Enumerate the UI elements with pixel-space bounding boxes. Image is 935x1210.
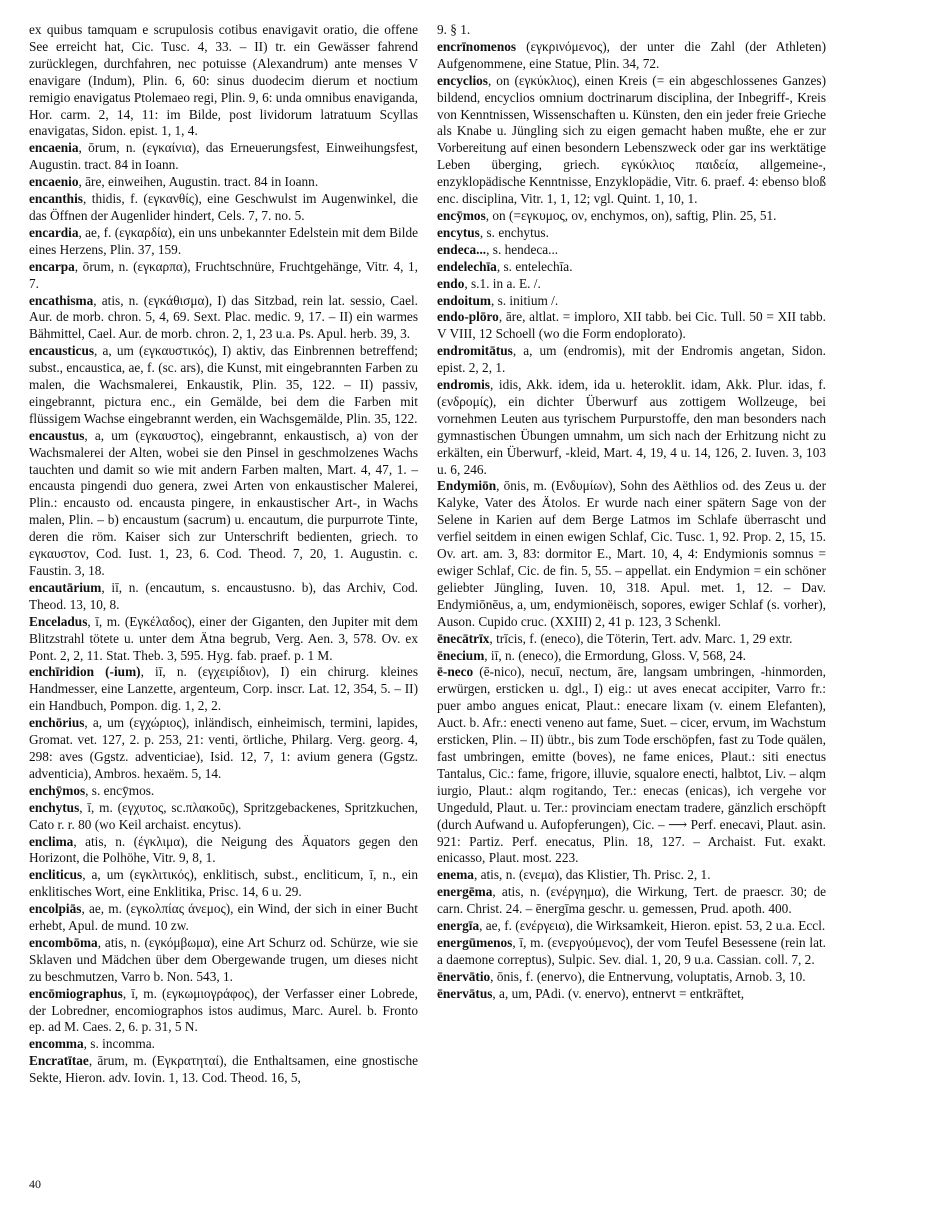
entry-text: , s. initium /. <box>490 292 559 308</box>
dictionary-entry <box>437 935 826 969</box>
entry-text: , ī, m. (εγκωμιογράφος), der Verfasser einer Lobrede, der Lobredner, encomiographos istos audimus, Marc. Aurel. b. Fronto ep. ad M. Caes. 2, 6. p. 31, 5 N. <box>29 985 418 1035</box>
entry-text: , a, um, PAdi. (v. enervo), entnervt = entkräftet, <box>492 985 745 1001</box>
entry-headword: ēnecium <box>437 647 485 663</box>
entry-text: , a, um (endromis), mit der Endromis angetan, Sidon. epist. 2, 2, 1. <box>437 343 826 376</box>
dictionary-entry <box>29 1053 418 1087</box>
entry-text: , āre, einweihen, Augustin. tract. 84 in Ioann. <box>78 174 319 190</box>
entry-text: , s.1. in a. E. /. <box>464 275 541 291</box>
dictionary-entry <box>29 715 418 783</box>
entry-text: , a, um (εγκαυστικός), I) aktiv, das Einbrennen betreffend; subst., encaustica, ae, f. (sc. ars), die Kunst, mit eingebrannten Farben zu malen, die Wachsmalerei, Enkaustik, Plin. 35, 122. – II) passiv, eingebrannt, pictura enc., ein Gemälde, bei dem die Farben mit flüssigem Wachse eingebrannt werden, ein Wachsgemälde, Plin. 35, 122. <box>29 343 418 426</box>
dictionary-entry <box>29 1036 418 1053</box>
entry-text: , s. enchytus. <box>479 224 549 240</box>
entry-headword: energīa <box>437 918 480 934</box>
dictionary-entry <box>29 664 418 715</box>
entry-headword: encȳmos <box>437 207 486 223</box>
entry-headword: Endymiōn <box>437 478 497 494</box>
entry-headword: ēnervātus <box>437 985 493 1001</box>
left-column <box>29 22 418 1087</box>
entry-text: , trīcis, f. (eneco), die Töterin, Tert. adv. Marc. 1, 29 extr. <box>489 630 793 646</box>
dictionary-entry <box>29 783 418 800</box>
page-number: 40 <box>29 1177 41 1191</box>
entry-text: , āre, altlat. = imploro, XII tabb. bei Cic. Tull. 50 = XII tabb. V VIII, 12 Schoell (wo die Form endoplorato). <box>437 309 826 342</box>
entry-headword: enchytus <box>29 799 80 815</box>
dictionary-entry <box>437 648 826 665</box>
dictionary-entry <box>29 140 418 174</box>
entry-text: , iī, n. (εγχειρίδιον), I) ein chirurg. kleines Handmesser, eine Lanzette, argenteum, Corp. inscr. Lat. 12, 354, 5. – II) ein Handbuch, Pompon. dig. 1, 2, 2. <box>29 664 418 714</box>
entry-text: , atis, n. (εγκάθισμα), I) das Sitzbad, rein lat. sessio, Cael. Aur. de morb. chron. 5, 4, 69. Sext. Plac. medic. 9, 17. – II) ein warmes Bähmittel, Cael. Aur. de morb. chron. 2, 1, 23 u.a. Ps. Apul. herb. 39, 3. <box>29 292 418 342</box>
dictionary-entry <box>437 309 826 343</box>
dictionary-entry <box>437 884 826 918</box>
dictionary-entry <box>29 343 418 428</box>
entry-headword: ēnervātio <box>437 968 491 984</box>
entry-text: , atis, n. (ενέργημα), die Wirkung, Tert. de praescr. 30; de carn. Christ. 24. – ēnergīma geschr. u. gemessen, Prud. apoth. 400. <box>437 884 826 917</box>
dictionary-entry <box>437 867 826 884</box>
dictionary-entry <box>29 22 418 140</box>
dictionary-entry <box>437 276 826 293</box>
entry-headword: endelechīa <box>437 258 497 274</box>
entry-headword: endromis <box>437 377 490 393</box>
dictionary-entry <box>29 174 418 191</box>
entry-text: , ī, m. (ενεργούμενος), der vom Teufel Besessene (rein lat. a daemone correptus), Sulpic. Sev. dial. 1, 20, 9 u.a. Cassian. coll. 7, 2. <box>437 934 826 967</box>
entry-headword: encausticus <box>29 343 95 359</box>
entry-text: , s. encȳmos. <box>85 782 155 798</box>
dictionary-entry <box>437 73 826 208</box>
entry-text: , ae, f. (εγκαρδία), ein uns unbekannter Edelstein mit dem Bilde eines Herzens, Plin. 37, 159. <box>29 224 418 257</box>
entry-headword: enclima <box>29 833 74 849</box>
dictionary-entry <box>437 242 826 259</box>
entry-headword: enchȳmos <box>29 782 86 798</box>
dictionary-entry <box>29 834 418 868</box>
dictionary-entry <box>437 478 826 630</box>
entry-headword: encardia <box>29 224 79 240</box>
entry-text: , atis, n. (εγκόμβωμα), eine Art Schurz od. Schürze, wie sie Sklaven und Mädchen über dem Obergewande trugen, um dieses nicht zu beschmutzen, Varro b. Non. 543, 1. <box>29 934 418 984</box>
dictionary-entry <box>437 22 826 39</box>
entry-headword: encaustus <box>29 427 85 443</box>
entry-text: , ae, m. (εγκολπίας άνεμος), ein Wind, der sich in einer Bucht erhebt, Apul. de mund. 10 zw. <box>29 901 418 934</box>
entry-headword: encaenia <box>29 140 79 156</box>
entry-headword: endo <box>437 275 465 291</box>
entry-text: , ōrum, n. (εγκαίνια), das Erneuerungsfest, Einweihungsfest, Augustin. tract. 84 in Ioann. <box>29 140 418 173</box>
entry-headword: ē-neco <box>437 664 474 680</box>
entry-text: , ōrum, n. (εγκαρπα), Fruchtschnüre, Fruchtgehänge, Vitr. 4, 1, 7. <box>29 258 418 291</box>
entry-text: , ī, m. (εγχυτος, sc.πλακοῦς), Spritzgebackenes, Spritzkuchen, Cato r. r. 80 (wo Keil archaist. encytus). <box>29 799 418 832</box>
dictionary-entry <box>29 800 418 834</box>
entry-headword: encautārium <box>29 579 102 595</box>
entry-headword: encanthis <box>29 191 83 207</box>
dictionary-entry <box>437 969 826 986</box>
entry-headword: Enceladus <box>29 613 88 629</box>
entry-headword: encyclios <box>437 72 488 88</box>
dictionary-entry <box>437 39 826 73</box>
entry-text: , idis, Akk. idem, ida u. heteroklit. idam, Akk. Plur. idas, f. (ενδρομίς), ein dichter Überwurf aus zottigem Wollzeuge, bei vornehmen Leuten aus tyrischem Purpurstoffe, den man besonders nach gymnastischen Übungen umnahm, um sich nach der Erhitzung nicht zu erkälten, ein Überwurf, -kleid, Mart. 4, 19, 4 u. 14, 126, 2. Iuven. 3, 103 u. 6, 246. <box>437 377 826 477</box>
entry-headword: endromitātus <box>437 343 513 359</box>
dictionary-entry <box>437 259 826 276</box>
dictionary-entry <box>29 191 418 225</box>
dictionary-entry <box>437 225 826 242</box>
dictionary-entry <box>437 918 826 935</box>
dictionary-entry <box>437 631 826 648</box>
entry-text: , a, um (εγκαυστος), eingebrannt, enkaustisch, a) von der Wachsmalerei der Alten, wobei sie den Pinsel in geschmolzenes Wachs tauchten und damit so wie mit andern Farben malten, Mart. 4, 47, 1. – encausta pingendi duo genera, zwei Arten von enkaustischer Malerei, Plin.: encausto od. encausta pingere, in enkaustischer Art-, in Wachs malen, Plin. – b) encaustum (sacrum) u. encautum, die purpurrote Tinte, deren die röm. Kaiser sich zur Unterschrift bedienten, griech. το εγκαυστον, Cod. Iust. 1, 23, 6. Cod. Theod. 7, 20, 1. Augustin. c. Faustin. 3, 18. <box>29 427 418 578</box>
dictionary-entry <box>437 343 826 377</box>
entry-headword: encrīnomenos <box>437 38 517 54</box>
entry-text: 9. § 1. <box>437 22 471 37</box>
entry-text: , iī, n. (encautum, s. encaustusno. b), das Archiv, Cod. Theod. 13, 10, 8. <box>29 579 418 612</box>
entry-headword: encytus <box>437 224 480 240</box>
entry-text: , atis, n. (ενεμα), das Klistier, Th. Prisc. 2, 1. <box>473 867 711 883</box>
entry-headword: encombōma <box>29 934 98 950</box>
entry-text: , on (εγκύκλιος), einen Kreis (= ein abgeschlossenes Ganzes) bildend, encyclios omnium doctrinarum disciplina, der Inbegriff-, Kreis von Kenntnissen, Wissenschaften u. Künsten, den ein jeder freie Grieche als Knabe u. Jüngling sich zu eigen gemacht haben mußte, ehe er zur Vorbereitung auf einen besondern Lebenszweck oder gar ins werktätige Leben überging, griech. εγκύκλιος παιδεία, allgemeine-, enzyklopädische Kenntnisse, Enzyklopädie, Vitr. 6. praef. 4: ebenso bloß enc. disciplina, Vitr. 1, 1, 12; vgl. Quint. 1, 10, 1. <box>437 72 826 207</box>
entry-text: , on (=εγκυμος, ον, enchymos, on), saftig, Plin. 25, 51. <box>485 207 777 223</box>
entry-headword: ēnecātrīx <box>437 630 490 646</box>
entry-headword: encliticus <box>29 867 83 883</box>
entry-text: (ē-nico), necuī, nectum, āre, langsam umbringen, -hinmorden, erwürgen, ersticken u. dgl., I) eig.: ut aves enecat accipiter, Varro fr.: puer ambo angues enicat, Plaut.: enecare lixam (v. einem Elefanten), Auct. b. Afr.: enecti veneno aut fame, Suet. – cicer, ervum, im Wachstum ersticken, Plin. – II) übtr., bis zum Tode erschöpfen, fast zu Tode quälen, fast umbringen, emitte (boves), ne fame enices, Plaut.: siti enectus Tantalus, Cic.: fame, frigore, illuvie, squalore enecti, halbtot, Liv. – alqm iurgio, Plaut.: alqm rogitando, Ter.: enecas (enicas), ich vergehe vor Ungeduld, Plaut. u. Ter.: provinciam enectam tradere, gänzlich erschöpft (durch Aufwand u. Aufopferungen), Cic. – ⟶ Perf. enecavi, Plaut. asin. 921: Partiz. Perf. enecatus, Plin. 18, 127. – Archaist. Fut. exakt. enicasso, Plaut. most. 223. <box>437 664 826 866</box>
entry-text: , ārum, m. (Εγκρατηταί), die Enthaltsamen, eine gnostische Sekte, Hieron. adv. Iovin. 1, 13. Cod. Theod. 16, 5, <box>29 1053 418 1086</box>
entry-headword: encathisma <box>29 292 94 308</box>
entry-headword: energūmenos <box>437 934 513 950</box>
entry-text: , s. entelechīa. <box>496 258 573 274</box>
entry-text: , s. incomma. <box>83 1036 155 1052</box>
entry-text: ex quibus tamquam e scrupulosis cotibus enavigavit oratio, die offene See erreicht hat, Cic. Tusc. 4, 33. – II) tr. ein Gewässer fahrend zurücklegen, durchfahren, nec potuisse (Alexandrum) ante menses V enavigare (Indum), Plin. 6, 60: sinus duodecim dierum et noctium remigio enavigatus Ptolemaeo regi, Plin. 9, 6: unda omnibus enaviganda, Hor. carm. 2, 14, 11: im Bilde, post lividorum latratuum Scyllas enavigatas, Sidon. epist. 1, 1, 4. <box>29 22 418 139</box>
dictionary-entry <box>437 986 826 1003</box>
entry-headword: endoitum <box>437 292 491 308</box>
entry-headword: encōmiographus <box>29 985 123 1001</box>
dictionary-entry <box>29 293 418 344</box>
entry-headword: enchōrius <box>29 715 85 731</box>
entry-text: , ōnis, m. (Ενδυμίων), Sohn des Aëthlios od. des Zeus u. der Kalyke, Vater des Ätolos. Er wurde nach einer spätern Sage von der Selene in Karien auf dem Berge Latmos im Schlafe überrascht und verfiel seitdem in einen ewigen Schlaf, Cic. Tusc. 1, 92. Prop. 2, 15, 15. Ov. art. am. 3, 83: dormitor E., Mart. 10, 4, 4: Endymionis somnus = ewiger Schlaf, Cic. de fin. 5, 55. – appellat. ein Endymion = ein schöner geliebter Jüngling, Iuven. 10, 318. Apul. met. 1, 12. – Dav. Endymiōnēus, a, um, endymionëisch, sopores, ewiger Schlaf (s. vorher), Auson. Cupido cruc. (XXIII) 2, 41 p. 123, 3 Schenkl. <box>437 478 826 629</box>
entry-text: , thidis, f. (εγκανθίς), eine Geschwulst im Augenwinkel, die das Öffnen der Augenlider hindert, Cels. 7, 7. no. 5. <box>29 191 418 223</box>
dictionary-entry <box>29 259 418 293</box>
entry-text: , ōnis, f. (enervo), die Entnervung, voluptatis, Arnob. 3, 10. <box>490 968 806 984</box>
entry-text: , iī, n. (eneco), die Ermordung, Gloss. V, 568, 24. <box>484 647 747 663</box>
dictionary-entry <box>437 208 826 225</box>
right-column <box>437 22 826 1003</box>
dictionary-entry <box>29 935 418 986</box>
entry-headword: encolpiās <box>29 901 82 917</box>
dictionary-entry <box>437 377 826 478</box>
dictionary-entry <box>29 614 418 665</box>
entry-headword: Encratītae <box>29 1053 89 1069</box>
entry-headword: encomma <box>29 1036 84 1052</box>
entry-text: , ae, f. (ενέργεια), die Wirksamkeit, Hieron. epist. 53, 2 u.a. Eccl. <box>479 918 826 934</box>
entry-text: , atis, n. (έγκλιμα), die Neigung des Äquators gegen den Horizont, die Polhöhe, Vitr. 9, 8, 1. <box>29 833 418 866</box>
entry-headword: encarpa <box>29 258 75 274</box>
dictionary-entry <box>29 867 418 901</box>
entry-text: , a, um (εγχώριος), inländisch, einheimisch, termini, lapides, Gromat. vet. 127, 2. p. 253, 21: venti, örtliche, Philarg. Verg. georg. 4, 298: aves (Ggstz. adventiciae), Isid. 12, 7, 1: avium genera (Ggstz. adventicia), Ambros. hexaëm. 5, 14. <box>29 715 418 781</box>
dictionary-entry <box>29 580 418 614</box>
dictionary-entry <box>437 293 826 310</box>
entry-headword: enchīridion (-ium) <box>29 664 141 680</box>
entry-text: , a, um (εγκλιτικός), enklitisch, subst., encliticum, ī, n., ein enklitisches Wort, eine Enklitika, Prisc. 14, 6 u. 29. <box>29 867 418 900</box>
entry-text: , ī, m. (Εγκέλαδος), einer der Giganten, den Jupiter mit dem Blitzstrahl tötete u. unter dem Ätna begrub, Verg. Aen. 3, 578. Ov. ex Pont. 2, 2, 11. Stat. Theb. 3, 595. Hyg. fab. praef. p. 1 M. <box>29 613 418 663</box>
dictionary-entry <box>29 225 418 259</box>
dictionary-entry <box>437 664 826 867</box>
entry-headword: enema <box>437 867 474 883</box>
entry-headword: endeca... <box>437 241 487 257</box>
dictionary-entry <box>29 986 418 1037</box>
entry-text: (εγκρινόμενος), der unter die Zahl (der Athleten) Aufgenommene, eine Statue, Plin. 34, 72. <box>437 38 826 71</box>
entry-headword: endo-plōro <box>437 309 499 325</box>
dictionary-entry <box>29 901 418 935</box>
dictionary-entry <box>29 428 418 580</box>
entry-headword: encaenio <box>29 174 79 190</box>
entry-text: , s. hendeca... <box>486 241 559 257</box>
entry-headword: energēma <box>437 884 493 900</box>
